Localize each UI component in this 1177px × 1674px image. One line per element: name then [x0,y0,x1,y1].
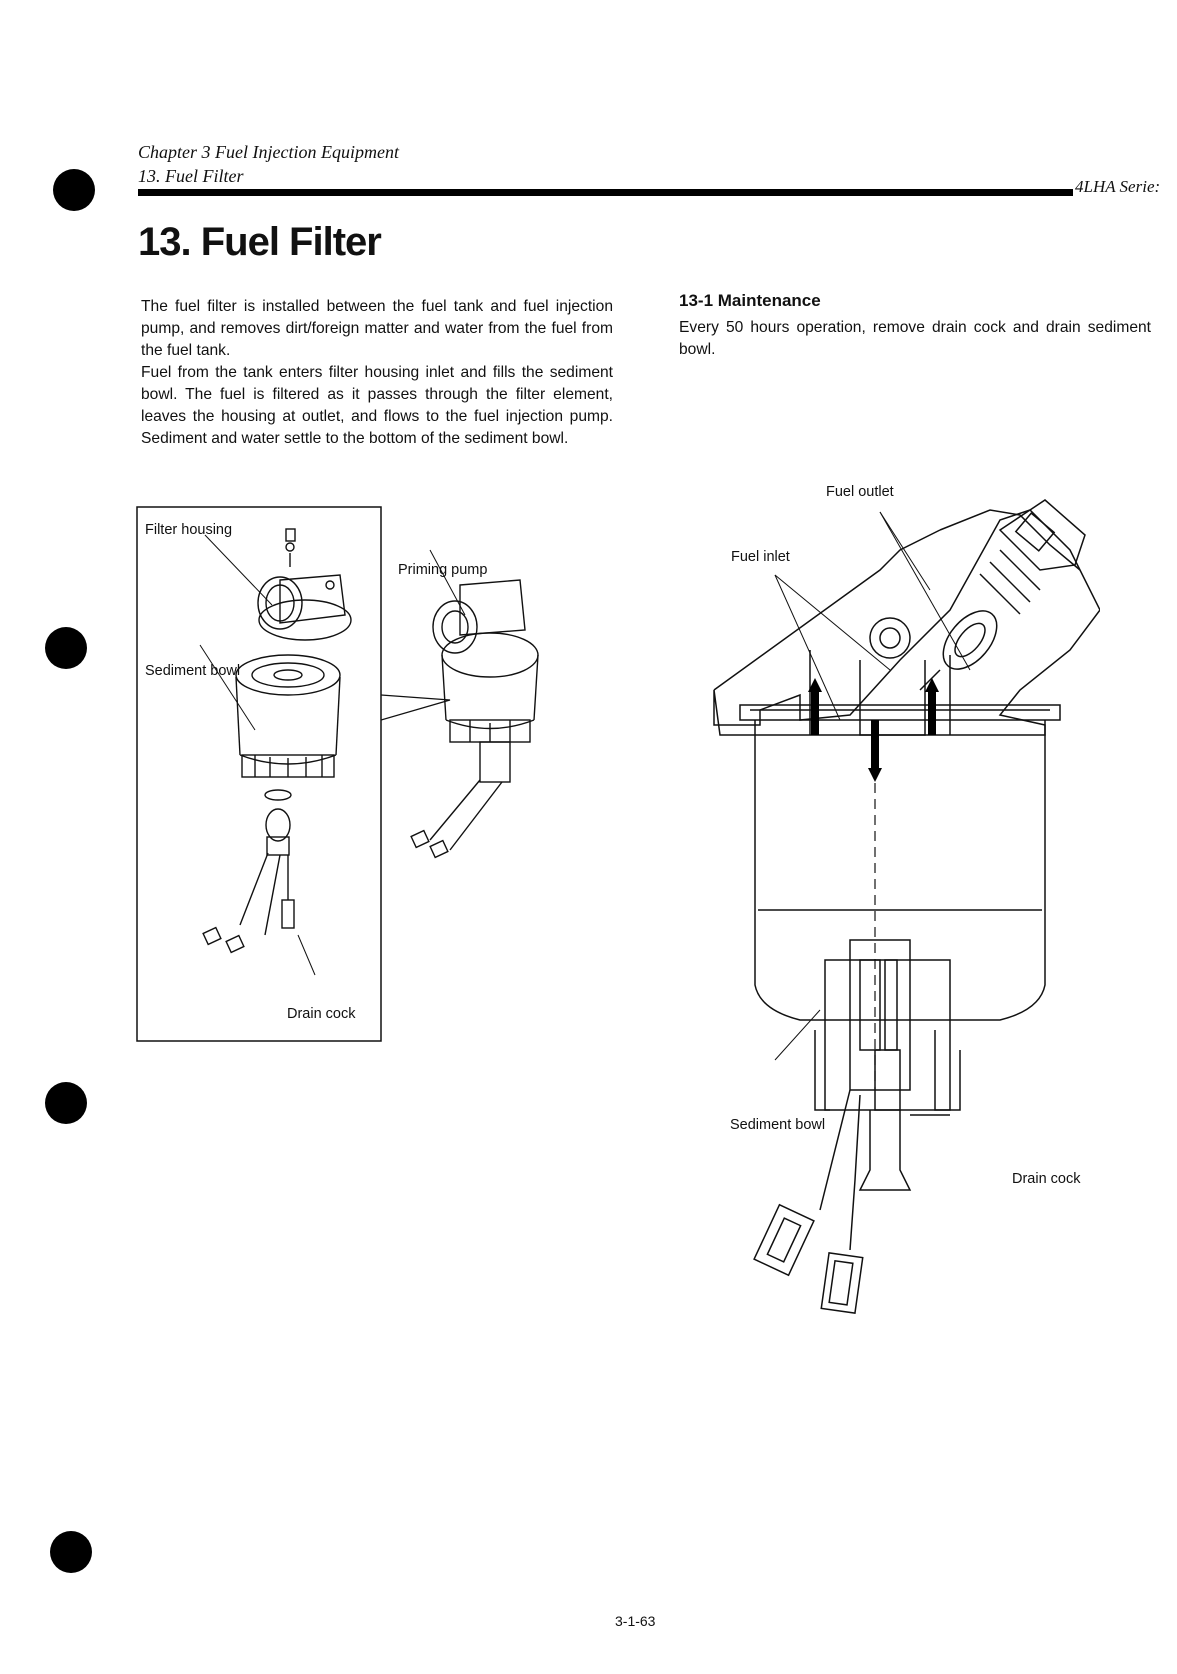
punch-hole-1 [53,169,95,211]
section-heading: 13. Fuel Filter [138,166,244,186]
maintenance-heading: 13-1 Maintenance [679,291,821,310]
label-priming-pump: Priming pump [398,562,488,578]
label-sediment-bowl-right: Sediment bowl [730,1117,826,1133]
maintenance-text: Every 50 hours operation, remove drain cock and drain sediment bowl. [679,319,1151,358]
intro-paragraph-1: The fuel filter is installed between the fuel tank and fuel injection pump, and removes dirt/foreign matter and water from the fuel from the fuel tank. [141,298,613,359]
fuel-filter-cross-section-diagram [700,490,1100,1360]
label-filter-housing: Filter housing [145,522,233,538]
punch-hole-2 [45,627,87,669]
page-number: 3-1-63 [615,1613,656,1629]
series-label: 4LHA Serie: [1075,177,1161,196]
punch-hole-4 [50,1531,92,1573]
label-sediment-bowl-left: Sediment bowl [145,663,241,679]
label-drain-cock-left: Drain cock [287,1006,356,1022]
label-fuel-outlet: Fuel outlet [826,484,894,500]
chapter-heading: Chapter 3 Fuel Injection Equipment [138,142,399,162]
header-rule [138,189,1073,196]
label-drain-cock-right: Drain cock [1012,1171,1081,1187]
fuel-filter-exploded-diagram [130,505,550,1045]
punch-hole-3 [45,1082,87,1124]
page-title: 13. Fuel Filter [138,220,381,264]
label-fuel-inlet: Fuel inlet [731,549,790,565]
intro-paragraph-2: Fuel from the tank enters filter housing inlet and fills the sediment bowl. The fuel is filtered as it passes through the filter element, leaves the housing at outlet, and flows to the fuel injection pump. Sediment and water settle to the bottom of the sediment bowl. [141,364,613,447]
